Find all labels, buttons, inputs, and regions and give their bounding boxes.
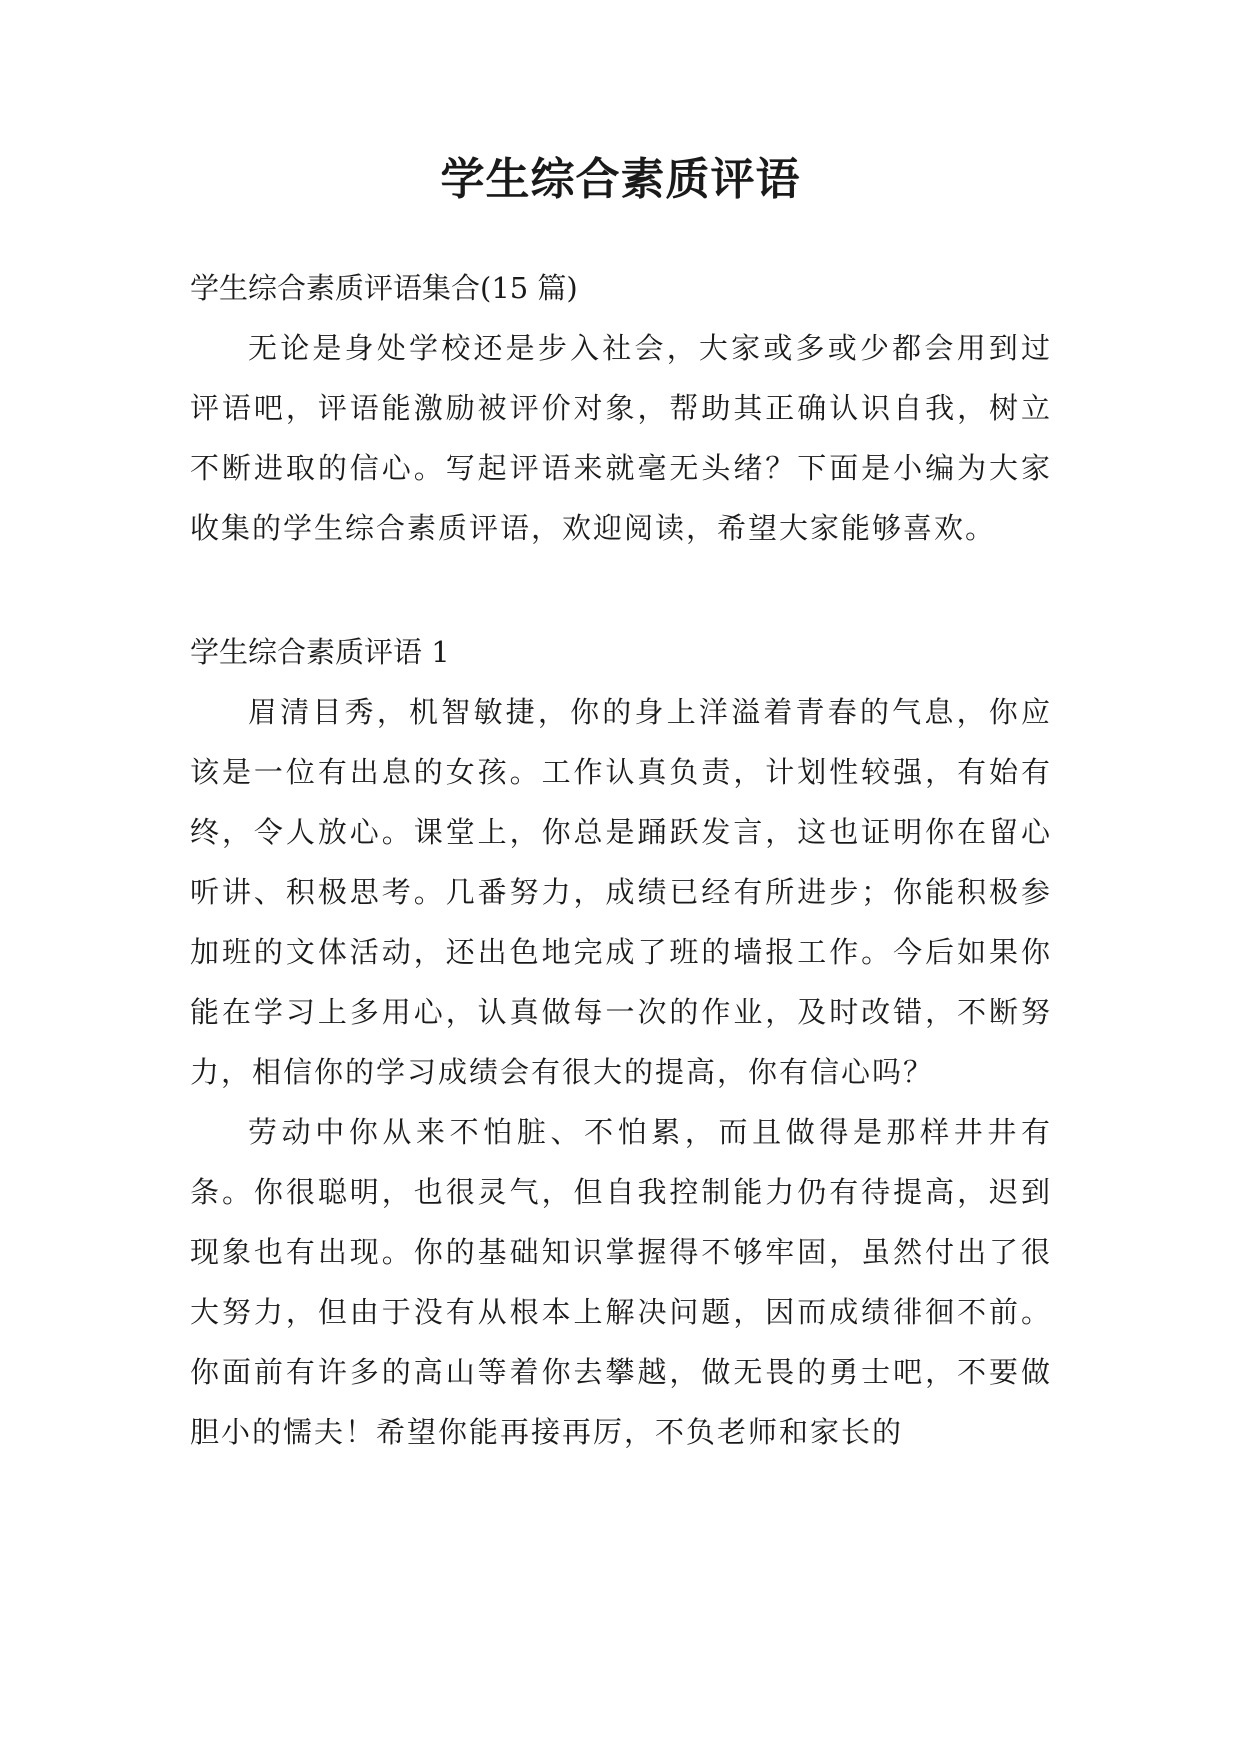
section-heading: 学生综合素质评语 1 xyxy=(190,635,450,669)
section-spacer xyxy=(190,558,1052,622)
section-1 xyxy=(190,622,1052,1462)
collection-subtitle: 学生综合素质评语集合(15 篇) xyxy=(190,271,578,305)
intro-paragraph: 无论是身处学校还是步入社会，大家或多或少都会用到过评语吧，评语能激励被评价对象，帮助其正确认识自我，树立不断进取的信心。写起评语来就毫无头绪？下面是小编为大家收集的学生综合素质评语，欢迎阅读，希望大家能够喜欢。 xyxy=(190,331,1052,545)
section-paragraph: 眉清目秀，机智敏捷，你的身上洋溢着青春的气息，你应该是一位有出息的女孩。工作认真负责，计划性较强，有始有终，令人放心。课堂上，你总是踊跃发言，这也证明你在留心听讲、积极思考。几番努力，成绩已经有所进步；你能积极参加班的文体活动，还出色地完成了班的墙报工作。今后如果你能在学习上多用心，认真做每一次的作业，及时改错，不断努力，相信你的学习成绩会有很大的提高，你有信心吗？ xyxy=(190,695,1052,1089)
document-title: 学生综合素质评语 xyxy=(440,154,801,205)
section-paragraph: 劳动中你从来不怕脏、不怕累，而且做得是那样井井有条。你很聪明，也很灵气，但自我控制能力仍有待提高，迟到现象也有出现。你的基础知识掌握得不够牢固，虽然付出了很大努力，但由于没有从根本上解决问题，因而成绩徘徊不前。你面前有许多的高山等着你去攀越，做无畏的勇士吧，不要做胆小的懦夫！希望你能再接再厉，不负老师和家长的 xyxy=(190,1115,1052,1449)
document-body xyxy=(190,258,1052,1462)
